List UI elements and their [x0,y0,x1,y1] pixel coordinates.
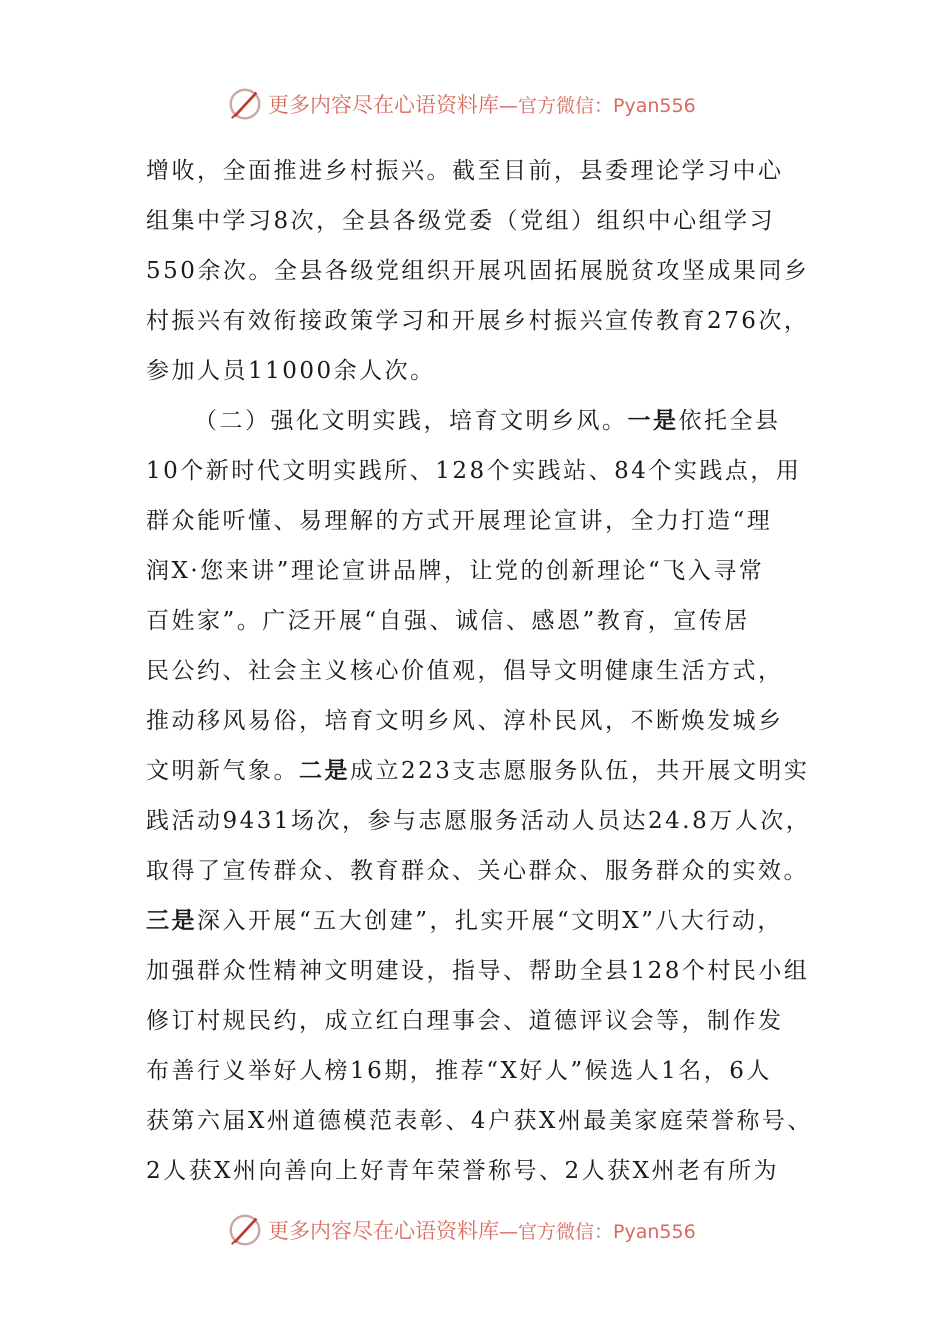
quill-pen-logo-icon [226,1211,264,1249]
paragraph-line: 取得了宣传群众、教育群众、关心群众、服务群众的实效。 [146,858,809,884]
paragraph-line: 村振兴有效衔接政策学习和开展乡村振兴宣传教育276次， [146,308,810,334]
paragraph-line [146,896,826,946]
section-heading: （二）强化文明实践，培育文明乡风。 [194,408,628,434]
line-text: 深入开展“五大创建”，扎实开展“文明X”八大行动， [197,908,783,934]
paragraph-line: 践活动9431场次，参与志愿服务活动人员达24.8万人次， [146,808,812,834]
paragraph-line: 组集中学习8次，全县各级党委（党组）组织中心组学习 [146,208,776,234]
paragraph-line [146,746,826,796]
banner-lead-text: 更多内容尽在心语资料库 [268,1219,499,1243]
paragraph-line: 550余次。全县各级党组织开展巩固拓展脱贫攻坚成果同乡 [146,258,810,284]
paragraph-line: 民公约、社会主义核心价值观，倡导文明健康生活方式， [146,658,784,684]
bold-lead-three: 三是 [146,907,197,934]
document-body [146,146,826,1196]
footer-watermark-banner [226,1208,696,1252]
quill-pen-logo-icon [226,85,264,123]
header-watermark-banner [226,82,696,126]
paragraph-line: 加强群众性精神文明建设，指导、帮助全县128个村民小组 [146,958,810,984]
banner-lead-text: 更多内容尽在心语资料库 [268,93,499,117]
line-text: 依托全县 [678,408,781,434]
paragraph-line: 推动移风易俗，培育文明乡风、淳朴民风，不断焕发城乡 [146,708,784,734]
paragraph-line: 2人获X州向善向上好青年荣誉称号、2人获X州老有所为 [146,1158,780,1184]
banner-wechat-text: —官方微信：Pyan556 [499,1220,696,1243]
paragraph-line: 10个新时代文明实践所、128个实践站、84个实践点，用 [146,458,802,484]
line-text: 文明新气象。 [146,758,299,784]
paragraph-line: 百姓家”。广泛开展“自强、诚信、感恩”教育，宣传居 [146,608,750,634]
paragraph-line: 布善行义举好人榜16期，推荐“X好人”候选人1名，6人 [146,1058,772,1084]
banner-wechat-text: —官方微信：Pyan556 [499,94,696,117]
bold-lead-two: 二是 [299,757,350,784]
paragraph-line: 润X·您来讲”理论宣讲品牌，让党的创新理论“飞入寻常 [146,558,765,584]
paragraph-line: 参加人员11000余人次。 [146,358,436,384]
bold-lead-one: 一是 [627,407,679,434]
line-text: 成立223支志愿服务队伍，共开展文明实 [350,758,810,784]
paragraph-line: 获第六届X州道德模范表彰、4户获X州最美家庭荣誉称号、 [146,1108,813,1134]
paragraph-line: 增收，全面推进乡村振兴。截至目前，县委理论学习中心 [146,158,784,184]
paragraph-line: 群众能听懂、易理解的方式开展理论宣讲，全力打造“理 [146,508,773,534]
section-heading-line [146,396,826,446]
paragraph-line: 修订村规民约，成立红白理事会、道德评议会等，制作发 [146,1008,784,1034]
